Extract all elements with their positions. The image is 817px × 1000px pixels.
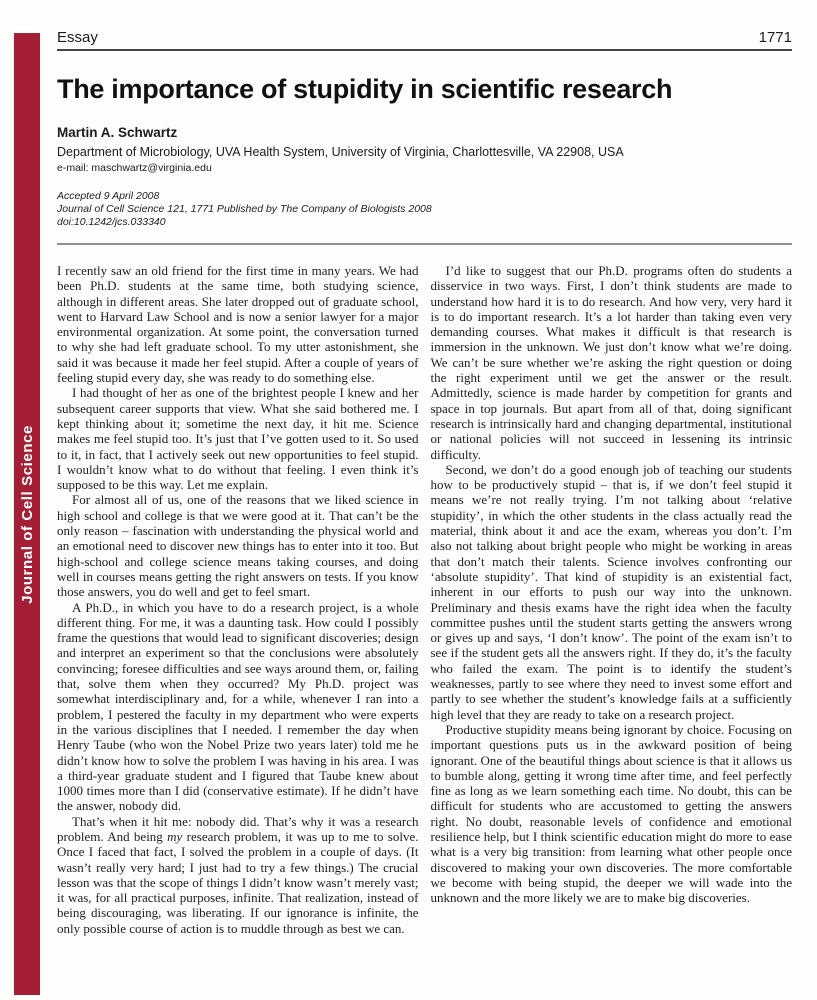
publication-meta (57, 190, 792, 229)
page-content (57, 0, 792, 936)
left-column (57, 263, 419, 936)
journal-spine-bar (14, 33, 40, 995)
article-paragraph: Productive stupidity means being ignorant by choice. Focusing on important questions puts us in the awkward position of being ignorant. One of the beautiful things about science is that it allows us to bumble along, getting it wrong time after time, and feel perfectly fine as long as we learn something each time. No doubt, this can be difficult for students who are accustomed to getting the answers right. No doubt, reasonable levels of confidence and emotional resilience help, but I think scientific education might do more to ease what is a very big transition: from learning what other people once discovered to making your own discoveries. The more comfortable we become with being stupid, the deeper we will wade into the unknown and the more likely we are to make big discoveries. (430, 721, 792, 906)
section-label: Essay (57, 29, 98, 46)
author-email: e-mail: maschwartz@virginia.edu (57, 162, 212, 174)
article-paragraph: Second, we don’t do a good enough job of teaching our students how to be productively stupid – that is, if we don’t feel stupid it means we’re not really trying. I’m not talking about ‘relative stupidity’, in which the other students in the class actually read the material, think about it and ace the exam, whereas you don’t. I’m also not talking about bright people who might be working in areas that don’t match their talents. Science involves confronting our ‘absolute stupidity’. That kind of stupidity is an existential fact, inherent in our efforts to push our way into the unknown. Preliminary and thesis exams have the right idea when the faculty committee pushes until the student starts getting the answers wrong or gives up and says, ‘I don’t know’. The point of the exam isn’t to see if the student gets all the answers right. If they do, it’s the faculty who failed the exam. The point is to identify the student’s weaknesses, partly to see where they need to invest some effort and partly to see whether the student’s knowledge fails at a sufficiently high level that they are ready to take on a research project. (430, 461, 792, 722)
paragraph-text: That’s when it hit me: nobody did. That’s why it was a research problem. And being (57, 813, 419, 844)
article-title: The importance of stupidity in scientific research (57, 74, 673, 104)
italic-word: my (167, 828, 183, 844)
author-name: Martin A. Schwartz (57, 125, 178, 140)
page-number: 1771 (758, 29, 792, 46)
right-column (431, 263, 793, 936)
article-paragraph: For almost all of us, one of the reasons that we liked science in high school and college is that we were good at it. That can’t be the only reason – fascination with understanding the physical world and an emotional need to discover new things has to enter into it too. But high-school and college science means taking courses, and doing well in courses means getting the right answers on tests. If you know those answers, you do well and get to feel smart. (57, 492, 419, 600)
accepted-date: Accepted 9 April 2008 (57, 190, 160, 202)
article-body (57, 263, 792, 936)
doi-line: doi:10.1242/jcs.033340 (57, 216, 166, 228)
paragraph-text: research problem, it was up to me to solve. Once I faced that fact, I solved the problem in a couple of days. (It wasn’t really very hard; I just had to try a few things.) The crucial lesson was that the scope of things I didn’t know wasn’t merely vast; it was, for all practical purposes, infinite. That realization, instead of being discouraging, was liberating. If our ignorance is infinite, the only possible course of action is to muddle through as best we can. (57, 828, 419, 936)
journal-name-vertical: Journal of Cell Science (18, 424, 36, 604)
article-paragraph (57, 814, 419, 936)
article-paragraph: I recently saw an old friend for the first time in many years. We had been Ph.D. students at the same time, both studying science, although in different areas. She later dropped out of graduate school, went to Harvard Law School and is now a senior lawyer for a major environmental organization. At some point, the conversation turned to why she had left graduate school. To my utter astonishment, she said it was because it made her feel stupid. After a couple of years of feeling stupid every day, she was ready to do something else. (57, 263, 419, 386)
running-head (57, 0, 792, 51)
author-affiliation: Department of Microbiology, UVA Health System, University of Virginia, Charlottesville, VA 22908, USA (57, 145, 624, 159)
article-paragraph: I had thought of her as one of the brightest people I knew and her subsequent career supports that view. What she said bothered me. I kept thinking about it; sometime the next day, it hit me. Science makes me feel stupid too. It’s just that I’ve gotten used to it. So used to it, in fact, that I actively seek out new opportunities to feel stupid. I wouldn’t know what to do without that feeling. I even think it’s supposed to be this way. Let me explain. (57, 385, 419, 493)
citation-line: Journal of Cell Science 121, 1771 Published by The Company of Biologists 2008 (57, 203, 432, 215)
section-divider (57, 243, 792, 245)
article-paragraph: A Ph.D., in which you have to do a research project, is a whole different thing. For me, it was a daunting task. How could I possibly frame the questions that would lead to significant discoveries; design and interpret an experiment so that the conclusions were absolutely convincing; foresee difficulties and see ways around them, or, failing that, solve them when they occurred? My Ph.D. project was somewhat interdisciplinary and, for a while, whenever I ran into a problem, I pestered the faculty in my department who were experts in the various disciplines that I needed. I remember the day when Henry Taube (who won the Nobel Prize two years later) told me he didn’t know how to solve the problem I was having in his area. I was a third-year graduate student and I figured that Taube knew about 1000 times more than I did (conservative estimate). If he didn’t have the answer, nobody did. (57, 599, 419, 814)
article-paragraph: I’d like to suggest that our Ph.D. programs often do students a disservice in two ways. First, I don’t think students are made to understand how hard it is to do research. And how very, very hard it is to do important research. It’s a lot harder than taking even very demanding courses. What makes it difficult is that research is immersion in the unknown. We just don’t know what we’re doing. We can’t be sure whether we’re asking the right question or doing the right experiment until we get the answer or the result. Admittedly, science is made harder by competition for grants and space in top journals. But apart from all of that, doing significant research is intrinsically hard and changing departmental, institutional or national policies will not succeed in lessening its intrinsic difficulty. (430, 263, 792, 462)
